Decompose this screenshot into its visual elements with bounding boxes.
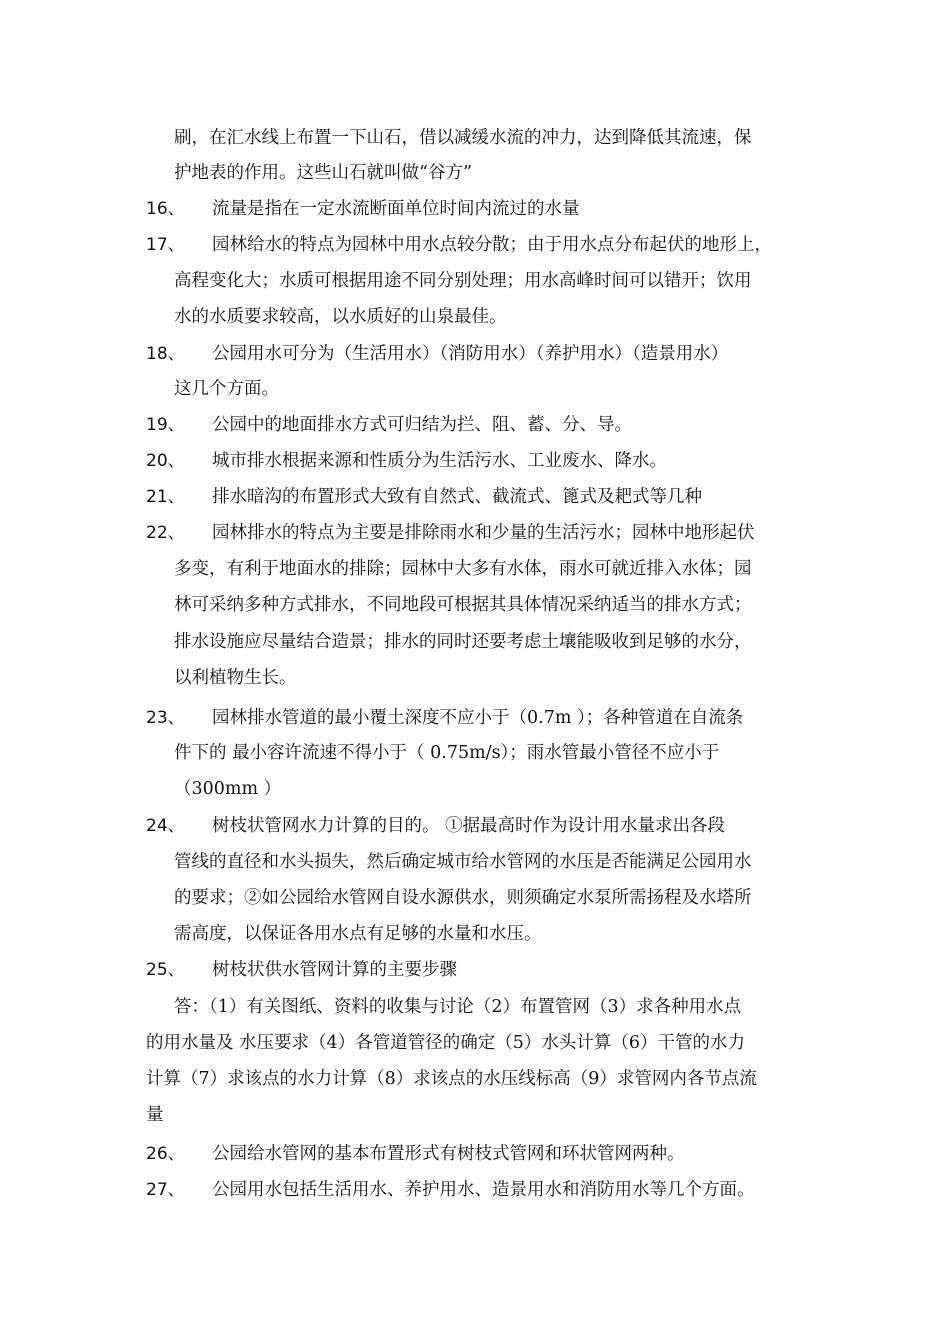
text-line: 水的水质要求较高，以水质好的山泉最佳。: [174, 307, 507, 327]
text-line: 园林给水的特点为园林中用水点较分散；由于用水点分布起伏的地形上，: [212, 235, 772, 255]
text-line: 园林排水管道的最小覆土深度不应小于（0.7m ）；各种管道在自流条: [212, 708, 744, 728]
text-line: 量: [146, 1105, 164, 1125]
text-line: 排水暗沟的布置形式大致有自然式、截流式、篦式及耙式等几种: [212, 487, 702, 507]
text-line: 多变，有利于地面水的排除；园林中大多有水体，雨水可就近排入水体；园: [174, 559, 752, 579]
text-line: 以利植物生长。: [174, 668, 297, 688]
item-number: 20、: [146, 451, 185, 471]
text-line: 刷，在汇水线上布置一下山石，借以减缓水流的冲力，达到降低其流速，保: [174, 128, 752, 148]
text-line: 管线的直径和水头损失，然后确定城市给水管网的水压是否能满足公园用水: [174, 852, 752, 872]
item-number: 22、: [146, 523, 185, 543]
item-number: 17、: [146, 235, 185, 255]
text-line: 件下的 最小容许流速不得小于（ 0.75m/s）；雨水管最小管径不应小于: [174, 743, 720, 763]
text-line: 树枝状管网水力计算的目的。 ①据最高时作为设计用水量求出各段: [212, 816, 726, 836]
text-line: 公园给水管网的基本布置形式有树枝式管网和环状管网两种。: [212, 1144, 685, 1164]
text-line: 树枝状供水管网计算的主要步骤: [212, 960, 457, 980]
text-line: 这几个方面。: [174, 379, 279, 399]
item-number: 21、: [146, 487, 185, 507]
text-line: 公园中的地面排水方式可归结为拦、阻、蓄、分、导。: [212, 415, 632, 435]
text-line: 城市排水根据来源和性质分为生活污水、工业废水、降水。: [212, 451, 667, 471]
item-number: 16、: [146, 199, 185, 219]
item-number: 18、: [146, 344, 185, 364]
text-line: 园林排水的特点为主要是排除雨水和少量的生活污水；园林中地形起伏: [212, 523, 755, 543]
text-line: 公园用水包括生活用水、养护用水、造景用水和消防用水等几个方面。: [212, 1180, 755, 1200]
text-line: 排水设施应尽量结合造景；排水的同时还要考虑土壤能吸收到足够的水分，: [174, 632, 752, 652]
item-number: 25、: [146, 960, 185, 980]
item-number: 19、: [146, 415, 185, 435]
text-line: 计算（7）求该点的水力计算（8）求该点的水压线标高（9）求管网内各节点流: [146, 1069, 757, 1089]
item-number: 24、: [146, 816, 185, 836]
text-line: 答：（1）有关图纸、资料的收集与讨论（2）布置管网（3）求各种用水点: [174, 997, 742, 1017]
text-line: 护地表的作用。这些山石就叫做“谷方”: [174, 163, 472, 183]
text-line: 流量是指在一定水流断面单位时间内流过的水量: [212, 199, 580, 219]
item-number: 27、: [146, 1180, 185, 1200]
item-number: 26、: [146, 1144, 185, 1164]
text-line: 需高度，以保证各用水点有足够的水量和水压。: [174, 924, 542, 944]
text-line: 公园用水可分为（生活用水）（消防用水）（养护用水）（造景用水）: [212, 344, 729, 364]
text-line: （300mm ）: [174, 779, 282, 799]
text-line: 的要求；②如公园给水管网自设水源供水，则须确定水泵所需扬程及水塔所: [174, 888, 752, 908]
text-line: 林可采纳多种方式排水，不同地段可根据其具体情况采纳适当的排水方式；: [174, 595, 752, 615]
text-line: 高程变化大；水质可根据用途不同分别处理；用水高峰时间可以错开；饮用: [174, 271, 752, 291]
text-line: 的用水量及 水压要求（4）各管道管径的确定（5）水头计算（6）干管的水力: [146, 1033, 745, 1053]
item-number: 23、: [146, 708, 185, 728]
